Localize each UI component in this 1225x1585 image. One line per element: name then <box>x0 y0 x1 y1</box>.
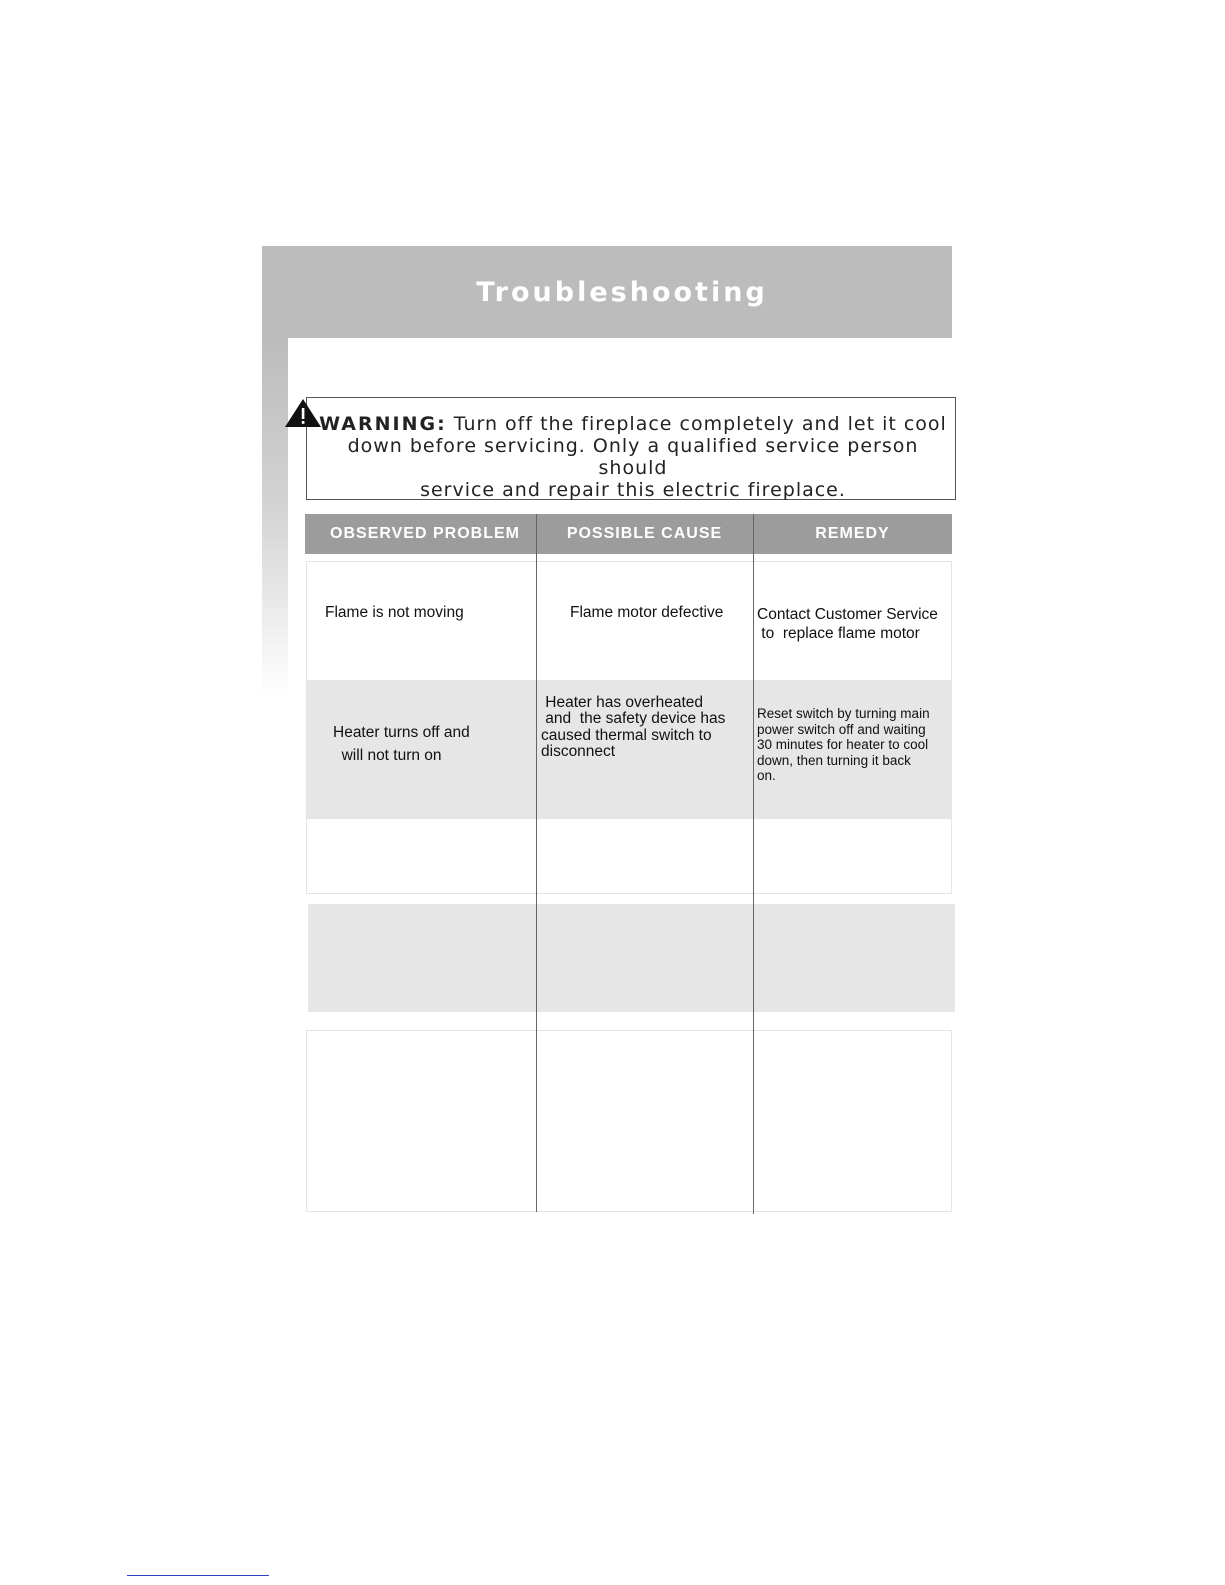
column-header-cause: POSSIBLE CAUSE <box>566 525 723 542</box>
warning-line-2: down before servicing. Only a qualified service person should <box>347 435 919 479</box>
warning-line-1: Turn off the fireplace completely and let it cool <box>446 413 947 435</box>
column-divider <box>753 514 754 1214</box>
problem-cell: Heater turns off and will not turn on <box>333 724 470 764</box>
page-title: Troubleshooting <box>476 276 768 308</box>
footer-link-underline <box>127 1575 269 1576</box>
cause-cell: Heater has overheated and the safety device has caused thermal switch to disconnect <box>541 694 726 760</box>
column-header-remedy: REMEDY <box>815 525 890 542</box>
side-gradient-bar <box>262 338 288 698</box>
table-row <box>306 1030 952 1212</box>
column-divider <box>536 514 537 1212</box>
warning-text <box>318 413 948 501</box>
header-edge <box>305 514 306 554</box>
table-row <box>306 818 952 894</box>
remedy-cell: Contact Customer Service to replace flame motor <box>757 606 938 642</box>
problem-cell: Flame is not moving <box>325 604 464 621</box>
remedy-cell: Reset switch by turning main power switch off and waiting 30 minutes for heater to cool down, then turning it back on. <box>757 706 930 783</box>
column-header-problem: OBSERVED PROBLEM <box>330 525 520 542</box>
cause-cell: Flame motor defective <box>570 604 724 621</box>
table-row <box>308 904 955 1012</box>
warning-line-3: service and repair this electric fireplace. <box>420 479 846 501</box>
warning-label: WARNING: <box>319 413 447 435</box>
